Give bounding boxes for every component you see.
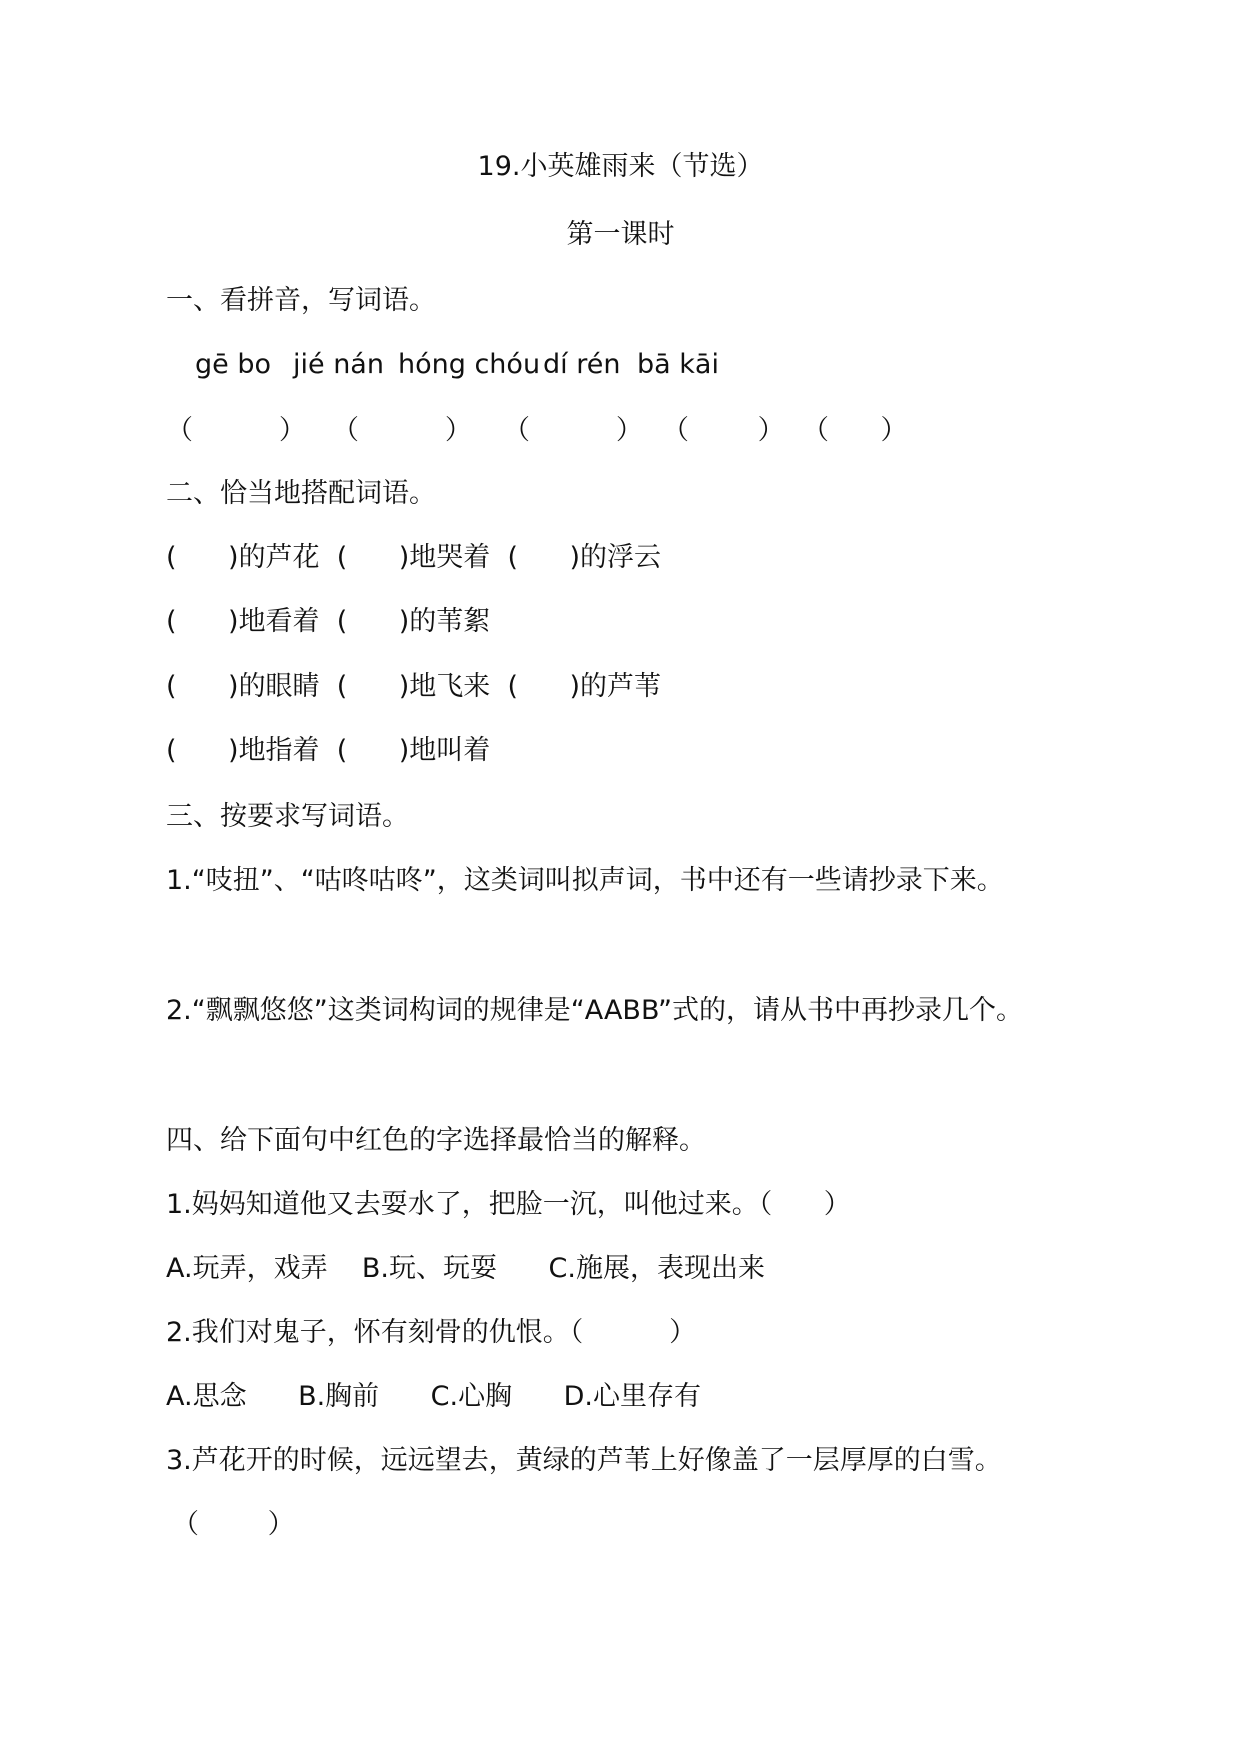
section-3-heading: 三、按要求写词语。 [166, 801, 409, 832]
lesson-period: 第一课时 [566, 219, 675, 250]
answer-blank: （ ） [166, 415, 306, 446]
section-4-question-1: 1.妈妈知道他又去耍水了，把脸一沉，叫他过来。（ ） [166, 1189, 851, 1220]
section-4-heading: 四、给下面句中红色的字选择最恰当的解释。 [166, 1125, 706, 1156]
answer-blank: （ ） [662, 415, 785, 446]
section-3-question-2: 2.“飘飘悠悠”这类词构词的规律是“AABB”式的，请从书中再抄录几个。 [166, 995, 1023, 1026]
section-4-question-2: 2.我们对鬼子，怀有刻骨的仇恨。（ ） [166, 1317, 697, 1348]
section-4-question-3: 3.芦花开的时候，远远望去，黄绿的芦苇上好像盖了一层厚厚的白雪。 [166, 1445, 1002, 1476]
page-title: 19.小英雄雨来（节选） [477, 151, 764, 182]
pinyin-item: dí rén [543, 349, 621, 380]
section-3-question-1: 1.“吱扭”、“咕咚咕咚”，这类词叫拟声词，书中还有一些请抄录下来。 [166, 865, 1004, 896]
matching-row: ( )地指着 ( )地叫着 [166, 735, 491, 766]
section-2-heading: 二、恰当地搭配词语。 [166, 478, 436, 509]
answer-blank: （ ） [332, 415, 472, 446]
pinyin-item: gē bo [195, 349, 271, 380]
matching-row: ( )的芦花 ( )地哭着 ( )的浮云 [166, 542, 662, 573]
section-4-question-2-options: A.思念 B.胸前 C.心胸 D.心里存有 [166, 1381, 701, 1412]
answer-parens-row [0, 414, 1241, 448]
matching-row: ( )地看着 ( )的苇絮 [166, 606, 491, 637]
matching-row: ( )的眼睛 ( )地飞来 ( )的芦苇 [166, 671, 662, 702]
pinyin-item: jié nán [293, 349, 384, 380]
section-1-heading: 一、看拼音，写词语。 [166, 285, 436, 316]
pinyin-item: bā kāi [637, 349, 719, 380]
answer-blank: （ ） [802, 415, 908, 446]
section-4-question-3-blank: （ ） [172, 1509, 295, 1540]
answer-blank: （ ） [503, 415, 643, 446]
pinyin-row [0, 348, 1241, 382]
section-4-question-1-options: A.玩弄，戏弄 B.玩、玩耍 C.施展，表现出来 [166, 1253, 765, 1284]
pinyin-item: hóng chóu [398, 349, 541, 380]
